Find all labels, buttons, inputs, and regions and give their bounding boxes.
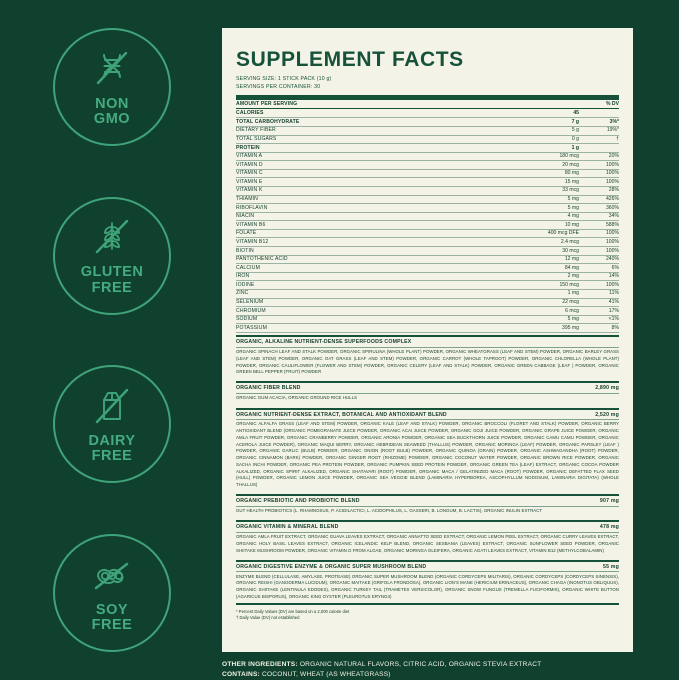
nutrient-row <box>236 221 619 229</box>
blend-section <box>236 408 619 492</box>
badge-soy-free <box>53 534 171 652</box>
nutrient-name: POTASSIUM <box>236 324 519 332</box>
nutrient-name: SELENIUM <box>236 298 519 306</box>
nutrient-row <box>236 272 619 280</box>
nutrient-dv: 360% <box>579 204 619 212</box>
blend-name: ORGANIC PREBIOTIC AND PROBIOTIC BLEND <box>236 498 360 504</box>
nutrient-row <box>236 298 619 306</box>
certification-badges <box>46 28 178 652</box>
nutrient-dv: 100% <box>579 238 619 246</box>
blend-amount: 55 mg <box>603 564 619 570</box>
badge-dairy-free <box>53 365 171 483</box>
supplement-facts-panel <box>222 28 633 652</box>
nutrient-amount: 400 mcg DFE <box>519 229 579 237</box>
nutrient-name: SODIUM <box>236 315 519 323</box>
blend-amount: 2,520 mg <box>595 412 619 418</box>
nutrient-amount: 30 mcg <box>519 246 579 254</box>
badge-label: NON GMO <box>94 97 130 127</box>
nutrient-row <box>236 238 619 246</box>
nutrient-name: IRON <box>236 272 519 280</box>
nutrient-amount: 6 mcg <box>519 306 579 314</box>
nutrient-name: RIBOFLAVIN <box>236 204 519 212</box>
nutrient-name: VITAMIN C <box>236 169 519 177</box>
nutrient-row <box>236 126 619 134</box>
nutrient-amount: 5 mg <box>519 315 579 323</box>
blend-header <box>236 410 619 420</box>
nutrient-amount: 12 mg <box>519 255 579 263</box>
nutrient-name: CALCIUM <box>236 264 519 272</box>
blend-section <box>236 494 619 517</box>
nutrient-dv <box>579 109 619 117</box>
blend-ingredients: GUT HEALTH PROBIOTICS (L. RHAMNOSUS, P. ACIDILACTICI, L. ACIDOPHILUS, L. GASSERI, B. LONGUM, B. LACTIS), ORGANIC INULIN EXTRACT <box>236 506 619 517</box>
nutrient-dv <box>579 143 619 151</box>
badge-non-gmo <box>53 28 171 146</box>
blend-ingredients: ORGANIC GUM ACACIA, ORGANIC GROUND RICE HULLS <box>236 393 619 404</box>
nutrient-amount: 84 mg <box>519 264 579 272</box>
blend-amount: 907 mg <box>600 498 619 504</box>
blend-name: ORGANIC DIGESTIVE ENZYME & ORGANIC SUPER MUSHROOM BLEND <box>236 564 426 570</box>
nutrient-row <box>236 204 619 212</box>
nutrient-dv: 100% <box>579 246 619 254</box>
nutrient-row <box>236 281 619 289</box>
nutrient-dv: 426% <box>579 195 619 203</box>
nutrient-dv: 41% <box>579 298 619 306</box>
nutrient-name: VITAMIN A <box>236 152 519 160</box>
nutrient-amount: 15 mg <box>519 178 579 186</box>
nutrient-amount: 395 mg <box>519 324 579 332</box>
nutrient-name: PROTEIN <box>236 143 519 151</box>
nutrient-amount: 7 g <box>519 118 579 126</box>
blend-ingredients: ORGANIC AMLA FRUIT EXTRACT, ORGANIC GUAVA LEAVES EXTRACT, ORGANIC ANNATTO SEED EXTRACT, ORGANIC LEMON PEEL EXTRACT, ORGANIC CURRY LEAVES EXTRACT, ORGANIC HOLY BASIL LEAVES EXTRACT, ORGANIC ICELANDIC KELP BLEND, ORGANIC SESBANIA (LEAVES) EXTRACT, ORGANIC SUNFLOWER SEED POWDER, ORGANIC SHIITAKE MUSHROOM POWDER, ORGANIC VITAMIN D FROM ALGAE, ORGANIC MORINGA OLEIFERA, ORGANIC AGATI LEAVES EXTRACT, VITAMIN B12 (METHYLCOBALAMIN) <box>236 532 619 557</box>
nutrient-amount: 45 <box>519 109 579 117</box>
dv-header: % DV <box>579 100 619 108</box>
nutrient-row <box>236 152 619 160</box>
blend-amount: 2,890 mg <box>595 385 619 391</box>
blend-header <box>236 496 619 506</box>
nutrient-row <box>236 315 619 323</box>
nutrient-dv: 34% <box>579 212 619 220</box>
badge-label: DAIRY FREE <box>88 434 135 464</box>
nutrient-row <box>236 289 619 297</box>
blend-sections <box>236 335 619 605</box>
nutrient-name: FOLATE <box>236 229 519 237</box>
nutrient-amount: 20 mcg <box>519 161 579 169</box>
blend-ingredients: ENZYME BLEND (CELLULASE, AMYLASE, PROTEASE) ORGANIC SUPER MUSHROOM BLEND (ORGANIC CORDYCEPS MILITARIS), ORGANIC CORDYCEPS (CORDYCEPS SINENSIS), ORGANIC REISHI (GANODERMA LUCIDUM), ORGANIC MAITAKE (GRIFOLA FRONDOSA), ORGANIC LION'S MANE (HERICIUM ERINACEUS), ORGANIC CHAGA (INONOTUS OBLIQUUS), ORGANIC SHIITAKE (LENTINULA EDODES), ORGANIC TURKEY TAIL (TRAMETES VERSICOLOR), ORGANIC SNOW FUNGUS (TREMELLA FUCIFORMIS), ORGANIC WHITE BUTTON (AGARICUS BISPORUS), ORGANIC KING OYSTER (PLEUROTUS ERYNGII) <box>236 572 619 603</box>
nutrient-name: DIETARY FIBER <box>236 126 519 134</box>
nutrient-dv: 6% <box>579 264 619 272</box>
nutrient-amount: 10 mg <box>519 221 579 229</box>
serving-size: SERVING SIZE: 1 STICK PACK (10 g) <box>236 76 619 84</box>
nutrient-dv: 20% <box>579 152 619 160</box>
blend-section <box>236 560 619 603</box>
nutrient-amount: 4 mg <box>519 212 579 220</box>
nutrient-name: PANTOTHENIC ACID <box>236 255 519 263</box>
nutrient-row <box>236 212 619 220</box>
nutrient-name: IODINE <box>236 281 519 289</box>
footnote-1: * Percent Daily Values (DV) are based on a 2,000 calorie diet <box>236 609 619 615</box>
nutrient-dv: 100% <box>579 281 619 289</box>
nutrient-name: VITAMIN E <box>236 178 519 186</box>
nutrient-name: CALORIES <box>236 109 519 117</box>
nutrient-name: VITAMIN D <box>236 161 519 169</box>
page-title: SUPPLEMENT FACTS <box>236 48 619 72</box>
nutrient-amount: 1 g <box>519 143 579 151</box>
nutrient-row <box>236 195 619 203</box>
amount-per-serving-header: AMOUNT PER SERVING <box>236 100 519 108</box>
nutrient-dv: 100% <box>579 229 619 237</box>
nutrient-dv: † <box>579 135 619 143</box>
footnote-2: † Daily Value (DV) not established <box>236 615 619 621</box>
nutrient-amount: 22 mcg <box>519 298 579 306</box>
nutrient-amount: 80 mg <box>519 169 579 177</box>
soybean-crossed-icon <box>89 553 135 599</box>
blend-section <box>236 335 619 378</box>
divider-medium <box>236 603 619 605</box>
nutrient-dv: 8% <box>579 324 619 332</box>
serving-info <box>236 76 619 92</box>
nutrient-dv: 19%* <box>579 126 619 134</box>
nutrient-name: TOTAL SUGARS <box>236 135 519 143</box>
nutrient-name: NIACIN <box>236 212 519 220</box>
nutrient-name: VITAMIN B6 <box>236 221 519 229</box>
nutrient-name: BIOTIN <box>236 246 519 254</box>
nutrient-row <box>236 178 619 186</box>
badge-label: SOY FREE <box>92 603 133 633</box>
nutrient-dv: 28% <box>579 186 619 194</box>
blend-ingredients: ORGANIC SPINACH LEAF AND STALK POWDER, ORGANIC SPIRULINA (WHOLE PLANT) POWDER, ORGANIC WHEATGRASS (LEAF AND STEM) POWDER, ORGANIC BARLEY GRASS (LEAF AND STEM) POWDER, ORGANIC OAT GRASS (LEAF AND STEM) POWDER, ORGANIC CARROT (WHOLE TAPROOT) POWDER, ORGANIC CHLORELLA (WHOLE PLANT) POWDER, ORGANIC CAULIFLOWER (FLOWER AND STEM) POWDER, ORGANIC CELERY (LEAF AND STALK) POWDER, ORGANIC GREEN CABBAGE (LEAF ) POWDER, ORGANIC GREEN BELL PEPPER (FRUIT) POWDER <box>236 347 619 378</box>
nutrient-row <box>236 306 619 314</box>
nutrition-header-row <box>236 100 619 108</box>
nutrient-amount: 150 mcg <box>519 281 579 289</box>
blend-section <box>236 520 619 557</box>
nutrient-row <box>236 118 619 126</box>
nutrient-row <box>236 143 619 151</box>
contains-value: COCONUT, WHEAT (AS WHEATGRASS) <box>260 671 391 678</box>
blend-name: ORGANIC NUTRIENT-DENSE EXTRACT, BOTANICAL AND ANTIOXIDANT BLEND <box>236 412 447 418</box>
nutrient-dv: 14% <box>579 272 619 280</box>
nutrient-amount: 180 mcg <box>519 152 579 160</box>
nutrient-dv: 100% <box>579 161 619 169</box>
nutrient-amount: 5 mg <box>519 195 579 203</box>
nutrient-dv: 100% <box>579 169 619 177</box>
nutrient-name: ZINC <box>236 289 519 297</box>
nutrient-amount: 33 mcg <box>519 186 579 194</box>
blend-name: ORGANIC, ALKALINE NUTRIENT-DENSE SUPERFOODS COMPLEX <box>236 339 411 345</box>
nutrient-amount: 5 mg <box>519 204 579 212</box>
servings-per-container: SERVINGS PER CONTAINER: 30 <box>236 84 619 92</box>
nutrition-table <box>236 100 619 333</box>
blend-header <box>236 522 619 532</box>
blend-ingredients: ORGANIC ALFALFA GRASS (LEAF AND STEM) POWDER, ORGANIC KALE (LEAF AND STALK) POWDER, ORGANIC BROCCOLI (FLORET AND STALK) POWDER, ORGANIC BERRY ANTIOXIDANT BLEND (ORGANIC POMEGRANATE JUICE POWDER, ORGANIC ACAI JUICE POWDER, ORGANIC GOJI JUICE POWDER, ORGANIC GRAPE JUICE POWDER, ORGANIC AMLA FRUIT POWDER, ORGANIC CRANBERRY POWDER, ORGANIC ARONIA POWDER, ORGANIC SEA BUCKTHORN JUICE POWDER, ORGANIC CAMU CAMU POWDER, ORGANIC ACEROLA JUICE POWDER), ORGANIC MAQUI BERRY, ORGANIC HEBRIDEAN SEAWEED (THALLUS) POWDER, ORGANIC MORINGA (LEAF) POWDER, ORGANIC PARSLEY (LEAF ) POWDER, ORGANIC GARLIC (BULB) POWDER, ORGANIC ONION (ROOT BULB) POWDER, ORGANIC QUINOA (GRAIN) POWDER, ORGANIC ASHWAGANDHA (ROOT) POWDER, ORGANIC CINNAMON (BARK) POWDER, ORGANIC GINGER ROOT (RHIZOME) POWDER, ORGANIC COCONUT WATER POWDER, ORGANIC BROWN RICE POWDER, ORGANIC SACHA INCHI POWDER, ORGANIC PEA PROTEIN POWDER, ORGANIC PUMPKIN SEED PROTEIN POWDER, ORGANIC GREEN TEA (LEAF) EXTRACT, ORGANIC COCOA POWDER ALKALIZED, ORGANIC SPIRIT ALKALIZED, ORGANIC SHATAVARI (ROOT) POWDER, ORGANIC MACA / GELATINIZED MACA (ROOT) POWDER, ORGANIC DEFATTED FLAX SEED (HULL) POWDER, ORGANIC LEMON JUICE POWDER, ORGANIC SEA VEGGIE BLEND (LAMINARIA HYPERBOREA, ASCOPHYLLUM NODOSUM, LAMINARIA DIGITATA) (WHOLE THALLUS) <box>236 419 619 491</box>
badge-gluten-free <box>53 197 171 315</box>
nutrient-row <box>236 135 619 143</box>
nutrient-name: TOTAL CARBOHYDRATE <box>236 118 519 126</box>
nutrient-name: VITAMIN B12 <box>236 238 519 246</box>
nutrient-row <box>236 109 619 117</box>
nutrient-dv: 11% <box>579 289 619 297</box>
blend-section <box>236 381 619 404</box>
nutrient-dv: <1% <box>579 315 619 323</box>
nutrient-row <box>236 186 619 194</box>
blend-amount: 478 mg <box>600 524 619 530</box>
other-ingredients-value: ORGANIC NATURAL FLAVORS, CITRIC ACID, ORGANIC STEVIA EXTRACT <box>298 661 542 668</box>
nutrient-dv: 3%* <box>579 118 619 126</box>
nutrient-row <box>236 169 619 177</box>
nutrient-row <box>236 255 619 263</box>
badge-label: GLUTEN FREE <box>81 265 144 295</box>
blend-name: ORGANIC VITAMIN & MINERAL BLEND <box>236 524 339 530</box>
nutrient-dv: 17% <box>579 306 619 314</box>
nutrient-amount: 1 mg <box>519 289 579 297</box>
other-ingredients-label: OTHER INGREDIENTS: <box>222 661 298 668</box>
contains-label: CONTAINS: <box>222 671 260 678</box>
blend-header <box>236 562 619 572</box>
blend-header <box>236 383 619 393</box>
nutrient-row <box>236 229 619 237</box>
nutrient-dv: 588% <box>579 221 619 229</box>
nutrient-amount: 2 mg <box>519 272 579 280</box>
nutrient-row <box>236 246 619 254</box>
milk-carton-crossed-icon <box>90 384 134 430</box>
nutrient-dv: 240% <box>579 255 619 263</box>
nutrient-dv: 100% <box>579 178 619 186</box>
other-ingredients-block <box>222 660 642 680</box>
nutrient-amount: 0 g <box>519 135 579 143</box>
dna-crossed-icon <box>90 47 134 93</box>
nutrient-name: VITAMIN K <box>236 186 519 194</box>
nutrient-amount: 5 g <box>519 126 579 134</box>
footnotes <box>236 609 619 622</box>
wheat-crossed-icon <box>90 215 134 261</box>
nutrient-name: THIAMIN <box>236 195 519 203</box>
blend-header <box>236 337 619 347</box>
nutrient-row <box>236 264 619 272</box>
nutrient-amount: 2.4 mcg <box>519 238 579 246</box>
nutrient-row <box>236 161 619 169</box>
nutrient-name: CHROMIUM <box>236 306 519 314</box>
blend-name: ORGANIC FIBER BLEND <box>236 385 301 391</box>
nutrient-row <box>236 324 619 332</box>
